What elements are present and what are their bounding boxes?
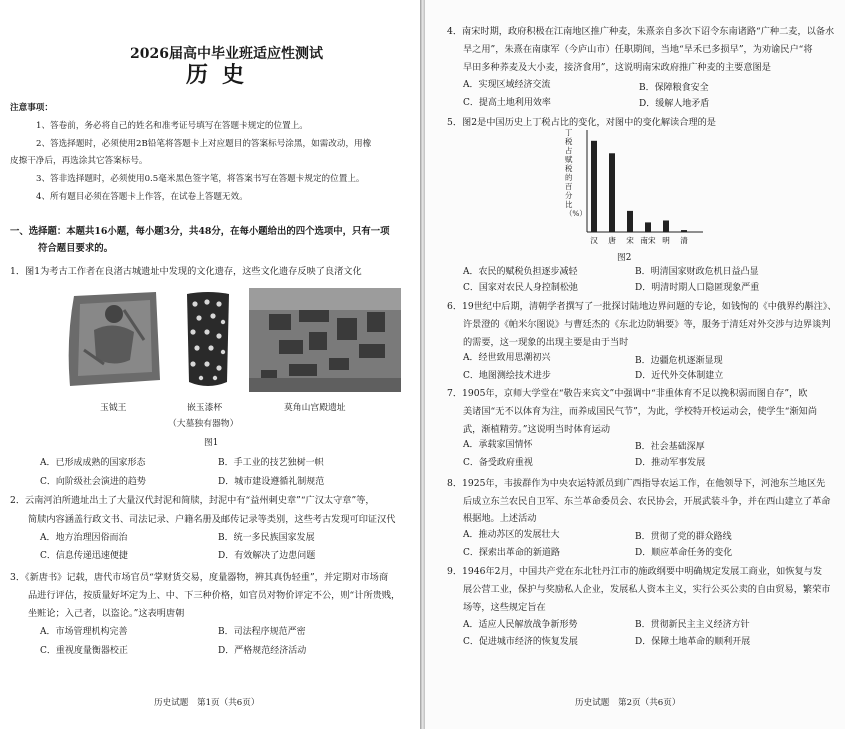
question-4-stem: 4．南宋时期，政府积极在江南地区推广种麦，朱熹亲自多次下诏令东南诸路“广种二麦，以备水 [447,26,835,37]
page-footer: 历史试题 第1页（共6页） [154,698,260,708]
q6-option-c: C．地图测绘技术进步 [463,371,551,381]
jade-inlaid-lacquer-cup-image [183,290,233,392]
x-tick-label-5: 清 [680,236,688,245]
q3-option-b: B．司法程序规范严密 [218,627,306,637]
question-8-stem-cont2: 根据地。上述活动 [463,513,537,524]
x-tick-label-4: 明 [662,236,670,245]
question-2-stem: 2．云南河泊所遗址出土了大量汉代封泥和简牍，封泥中有“益州刺史章”“广汉太守章”等， [10,495,375,506]
q2-option-a: A．地方治理因俗而治 [40,533,128,543]
q5-option-d: D．明清时期人口隐匿现象严重 [635,283,760,293]
section-1-heading: 一、选择题：本题共16小题，每小题3分，共48分，在每小题给出的四个选项中，只有一项 [10,226,390,237]
notice-2-cont: 皮擦干净后，再选涂其它答案标号。 [10,156,148,166]
question-7-stem-cont2: 武，渐植精劳。”这说明当时体育运动 [463,424,611,435]
notice-heading: 注意事项： [10,103,53,113]
question-3-stem-cont2: 坐赃论；入己者，以盗论。”这表明唐朝 [28,608,185,619]
q5-option-a: A．农民的赋税负担逐步减轻 [463,267,578,277]
question-3-stem-cont: 品进行评估，按质量好坏定为上、中、下三种价格，如官员对物价评定不公，则“计所贵贱， [28,590,401,601]
q1-option-a: A．已形成成熟的国家形态 [40,458,146,468]
exam-page-1 [0,0,420,729]
caption-jade-axe: 玉钺王 [100,403,127,413]
q1-option-b: B．手工业的技艺独树一帜 [218,458,324,468]
exam-page-2 [425,0,845,729]
page-footer: 历史试题 第2页（共6页） [575,698,681,708]
q7-option-d: D．推动军事发展 [635,458,706,468]
q7-option-a: A．承载家国情怀 [463,440,533,450]
q8-option-a: A．推动苏区的发展壮大 [463,530,560,540]
q7-option-c: C．备受政府重视 [463,458,533,468]
q2-option-d: D．有效解决了边患问题 [218,551,316,561]
question-9-stem-cont: 展公营工业，保护与奖励私人企业，发展私人资本主义，实行公买公卖的自由贸易，繁荣市 [463,584,831,595]
q6-option-b: B．边疆危机逐渐显现 [635,356,723,366]
bar-4 [663,220,669,232]
q5-option-b: B．明清国家财政危机日益凸显 [635,267,759,277]
q6-option-d: D．近代外交体制建立 [635,371,724,381]
notice-3: 3、答非选择题时，必须使用0.5毫米黑色签字笔，将答案书写在答题卡规定的位置上。 [36,174,365,184]
bar-0 [591,141,597,232]
q3-option-a: A．市场管理机构完善 [40,627,128,637]
q3-option-d: D．严格规范经济活动 [218,646,307,656]
q9-option-a: A．适应人民解放战争新形势 [463,620,578,630]
x-tick-label-2: 宋 [626,236,634,245]
question-4-stem-cont: 旱之用”，朱熹在南康军（今庐山市）任职期间，当地“旱禾已多损早”，为劝谕民户“将 [463,44,813,55]
mojiaoshan-palace-site-image [249,288,401,392]
q8-option-b: B．贯彻了党的群众路线 [635,532,732,542]
question-8-stem: 8．1925年，韦拔群作为中央农运特派员到广西指导农运工作，在他领导下，河池东兰地区先 [447,478,826,489]
q9-option-c: C．促进城市经济的恢复发展 [463,637,578,647]
q6-option-a: A．经世致用思潮初兴 [463,353,551,363]
question-9-stem-cont2: 场等，这些规定旨在 [463,602,546,613]
q9-option-d: D．保障土地革命的顺利开展 [635,637,751,647]
x-tick-label-1: 唐 [608,236,616,245]
subject-title: 历史 [186,62,259,88]
x-tick-label-3: 南宋 [640,236,656,245]
q4-option-b: B．保障粮食安全 [639,83,709,93]
q7-option-b: B．社会基础深厚 [635,442,705,452]
caption-lacquer-cup-note: （大墓独有器物） [168,419,239,429]
question-8-stem-cont: 后成立东兰农民自卫军、东兰革命委员会、农民协会，开展武装斗争，并在西山建立了革命 [463,496,831,507]
q3-option-c: C．重视度量衡器校正 [40,646,128,656]
figure-2-label: 图2 [617,253,632,263]
question-7-stem-cont: 美诸国“无不以体育为注，而养成国民气节”，为此，学校特开校运动会，使学生“渐知尚 [463,406,818,417]
section-1-heading-cont: 符合题目要求的。 [38,243,114,254]
question-1-stem: 1．图1为考古工作者在良渚古城遗址中发现的文化遗存，这些文化遗存反映了良渚文化 [10,266,362,277]
x-tick-label-0: 汉 [590,236,598,245]
q4-option-a: A．实现区域经济交流 [463,80,551,90]
q1-option-d: D．城市建设遵循礼制规范 [218,477,325,487]
question-2-stem-cont: 简牍内容涵盖行政文书、司法记录、户籍名册及邮传记录等类别，这些考古发现可印证汉代 [28,514,396,525]
question-3-stem: 3．《新唐书》记载，唐代市场官员“掌财货交易，度量器物，辨其真伪轻重”，并定期对市场商 [10,572,389,583]
question-6-stem-cont2: 的需要，这一现象的出现主要是由于当时 [463,337,629,348]
figure-1-label: 图1 [204,438,219,448]
question-7-stem: 7．1905年，京师大学堂在“敬告来宾文”中强调中“非重体育不足以挽积弱而图自存”，欧 [447,388,808,399]
q1-option-c: C．向阶级社会演进的趋势 [40,477,146,487]
question-6-stem-cont: 许景澄的《帕米尔图说》与曹廷杰的《东北边防辑要》等，服务于清廷对外交涉与边界谈判 [463,319,831,330]
caption-lacquer-cup: 嵌玉漆杯 [187,403,223,413]
question-6-stem: 6．19世纪中后期，清朝学者撰写了一批探讨陆地边界问题的专论，如钱恂的《中俄界约斠注》、 [447,301,837,312]
q8-option-c: C．探索出革命的新道路 [463,548,560,558]
notice-1: 1、答卷前，务必将自己的姓名和准考证号填写在答题卡规定的位置上。 [36,121,308,131]
question-5-stem: 5．图2是中国历史上丁税占比的变化，对图中的变化解读合理的是 [447,117,716,128]
chart-y-axis-label: 丁税占赋税的百分比（%） [565,128,587,218]
notice-4: 4、所有题目必须在答题卡上作答，在试卷上答题无效。 [36,192,248,202]
q2-option-b: B．统一多民族国家发展 [218,533,315,543]
question-9-stem: 9．1946年2月，中国共产党在东北牡丹江市的施政纲要中明确规定发展工商业，如恢复与发 [447,566,823,577]
q9-option-b: B．贯彻新民主主义经济方针 [635,620,750,630]
bar-2 [627,211,633,232]
notice-2: 2、答选择题时，必须使用2B铅笔将答题卡上对应题目的答案标号涂黑，如需改动，用橡 [36,139,372,149]
q8-option-d: D．顺应革命任务的变化 [635,548,733,558]
jade-axe-image [64,290,162,388]
exam-title: 2026届高中毕业班适应性测试 [130,46,323,62]
q2-option-c: C．信息传递迅速便捷 [40,551,128,561]
q4-option-c: C．提高土地利用效率 [463,98,551,108]
question-4-stem-cont2: 早田多种荞麦及大小麦，接济食用”，这说明南宋政府推广种麦的主要意图是 [463,62,771,73]
q4-option-d: D．缓解人地矛盾 [639,99,710,109]
bar-3 [645,222,651,232]
ding-tax-bar-chart [577,130,707,248]
caption-palace-site: 莫角山宫殿遗址 [284,403,346,413]
bar-5 [681,230,687,232]
bar-1 [609,153,615,232]
q5-option-c: C．国家对农民人身控制松弛 [463,283,578,293]
